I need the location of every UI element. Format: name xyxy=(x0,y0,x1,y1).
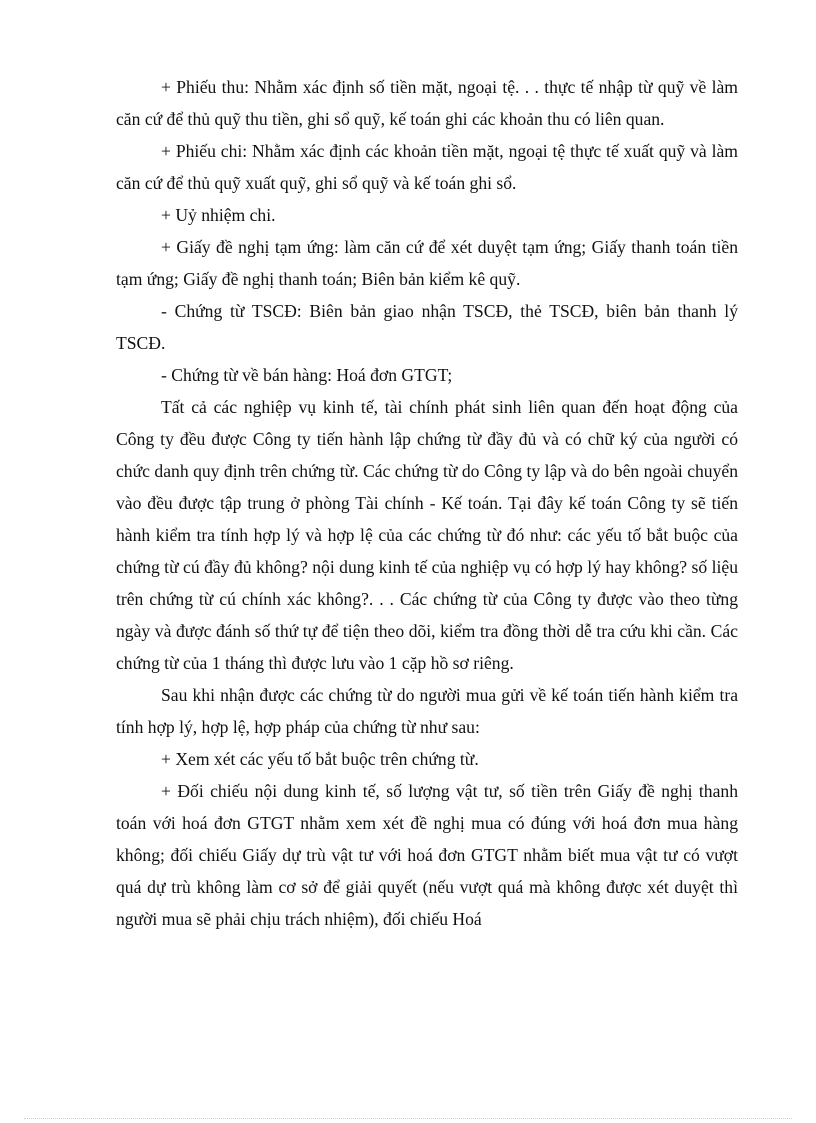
paragraph-xem-xet: + Xem xét các yếu tố bắt buộc trên chứng từ. xyxy=(161,749,479,769)
paragraph-doi-chieu: + Đối chiếu nội dung kinh tế, số lượng vật tư, số tiền trên Giấy đề nghị thanh toán với hoá đơn GTGT nhằm xem xét đề nghị mua có đúng với hoá đơn mua hàng không; đối chiếu Giấy dự trù vật tư với hoá đơn GTGT nhằm biết mua vật tư có vượt quá dự trù không làm cơ sở để giải quyết (nếu vượt quá mà không được xét duyệt thì người mua sẽ phải chịu trách nhiệm), đối chiếu Hoá xyxy=(116,781,738,929)
page-bottom-divider xyxy=(24,1118,792,1119)
paragraph-chung-tu-ban-hang: - Chứng từ về bán hàng: Hoá đơn GTGT; xyxy=(161,365,453,385)
paragraph-chung-tu-tscd: - Chứng từ TSCĐ: Biên bản giao nhận TSCĐ, thẻ TSCĐ, biên bản thanh lý TSCĐ. xyxy=(116,301,738,353)
paragraph-sau-khi-nhan: Sau khi nhận được các chứng từ do người mua gửi về kế toán tiến hành kiểm tra tính hợp lý, hợp lệ, hợp pháp của chứng từ như sau: xyxy=(116,685,738,737)
paragraph-tat-ca-nghiep-vu: Tất cả các nghiệp vụ kinh tế, tài chính phát sinh liên quan đến hoạt động của Công ty đều được Công ty tiến hành lập chứng từ đầy đủ và có chữ ký của người có chức danh quy định trên chứng từ. Các chứng từ do Công ty lập và do bên ngoài chuyển vào đều được tập trung ở phòng Tài chính - Kế toán. Tại đây kế toán Công ty sẽ tiến hành kiểm tra tính hợp lý và hợp lệ của các chứng từ đó như: các yếu tố bắt buộc của chứng từ cú đầy đủ không? nội dung kinh tế của nghiệp vụ có hợp lý hay không? số liệu trên chứng từ cú chính xác không?. . . Các chứng từ của Công ty được vào theo từng ngày và được đánh số thứ tự để tiện theo dõi, kiểm tra đồng thời dễ tra cứu khi cần. Các chứng từ của 1 tháng thì được lưu vào 1 cặp hồ sơ riêng. xyxy=(116,397,738,673)
paragraph-phieu-thu: + Phiếu thu: Nhằm xác định số tiền mặt, ngoại tệ. . . thực tế nhập từ quỹ về làm căn cứ để thủ quỹ thu tiền, ghi sổ quỹ, kế toán ghi các khoản thu có liên quan. xyxy=(116,77,738,129)
paragraph-phieu-chi: + Phiếu chi: Nhằm xác định các khoản tiền mặt, ngoại tệ thực tế xuất quỹ và làm căn cứ để thủ quỹ xuất quỹ, ghi sổ quỹ và kế toán ghi sổ. xyxy=(116,141,738,193)
document-body xyxy=(116,71,738,935)
paragraph-uy-nhiem-chi: + Uỷ nhiệm chi. xyxy=(161,205,276,225)
paragraph-giay-de-nghi-tam-ung: + Giấy đề nghị tạm ứng: làm căn cứ để xét duyệt tạm ứng; Giấy thanh toán tiền tạm ứng; Giấy đề nghị thanh toán; Biên bản kiểm kê quỹ. xyxy=(116,237,738,289)
